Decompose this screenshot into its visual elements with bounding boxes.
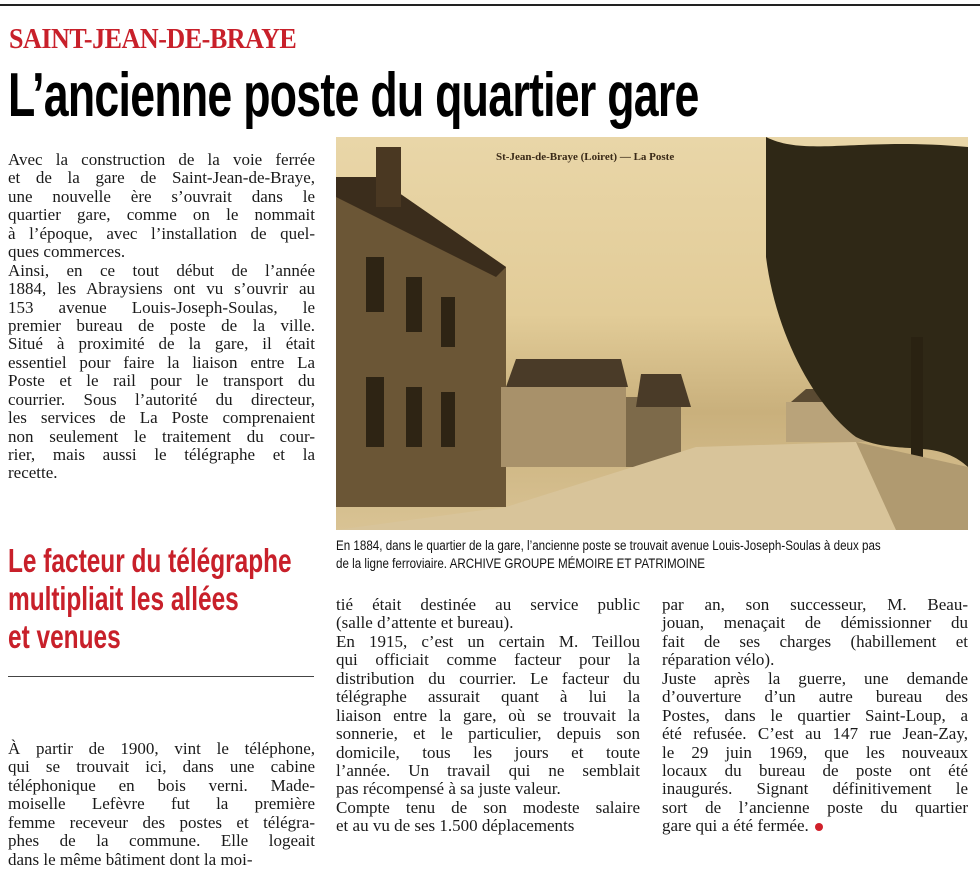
- text-line: Situé à proximité de la gare, il était: [8, 334, 315, 354]
- text-line: 1884, les Abraysiens ont vu s’ouvrir au: [8, 279, 315, 299]
- column-right: [662, 596, 968, 836]
- text-line: réparation vélo).: [662, 650, 775, 670]
- subheading-line: et venues: [8, 618, 121, 655]
- text-line: télégraphe assurait quant à lui la: [336, 687, 640, 707]
- text-line: d’ouverture d’un autre bureau des: [662, 687, 968, 707]
- text-line: sonnerie, et le particulier, depuis son: [336, 724, 640, 744]
- text-line: À partir de 1900, vint le téléphone,: [8, 739, 315, 758]
- text-line: inaugurés. Signant définitivement le: [662, 779, 968, 799]
- kicker-location: SAINT-JEAN-DE-BRAYE: [9, 24, 297, 55]
- text-line: Poste et le rail pour le transport du: [8, 371, 315, 391]
- text-line: rier, mais aussi le télégraphe et la: [8, 445, 315, 464]
- text-line: distribution du courrier. Le facteur du: [336, 668, 640, 688]
- text-line: l’année. Un travail qui ne semblait: [336, 760, 640, 780]
- postcard-illustration: [336, 137, 968, 530]
- column-left: [8, 740, 315, 869]
- photo-caption: [336, 537, 886, 573]
- text-line: premier bureau de poste de la ville.: [8, 315, 315, 335]
- text-line: et de la gare de Saint-Jean-de-Braye,: [8, 168, 315, 188]
- postcard-inscription: St-Jean-de-Braye (Loiret) — La Poste: [496, 151, 675, 163]
- column-intro: [8, 151, 315, 483]
- end-of-article-dot-icon: [815, 823, 823, 831]
- subheading: [8, 542, 292, 656]
- subheading-line: Le facteur du télégraphe: [8, 542, 292, 579]
- text-line: qui officiait comme facteur pour la: [336, 650, 640, 670]
- text-line: femme receveur des postes et télégra-: [8, 812, 315, 832]
- text-line: fait de ses charges (habillement et: [662, 631, 968, 651]
- text-line: courrier. Sous l’autorité du directeur,: [8, 389, 315, 409]
- text-line: Juste après la guerre, une demande: [662, 668, 968, 688]
- text-line: dans le même bâtiment dont la moi-: [8, 849, 253, 869]
- text-line: quartier gare, comme on le nommait: [8, 205, 315, 225]
- text-line: Ainsi, en ce tout début de l’année: [8, 260, 315, 280]
- text-line: et au vu de ses 1.500 déplacements: [336, 816, 575, 836]
- text-line: locaux du bureau de poste ont été: [662, 760, 968, 780]
- text-line: jouan, menaçait de démissionner du: [662, 613, 968, 633]
- text-line: qui se trouvait ici, dans une cabine: [8, 757, 315, 777]
- subheading-line: multipliait les allées: [8, 580, 239, 617]
- text-line: En 1915, c’est un certain M. Teillou: [336, 631, 640, 651]
- text-line: phes de la commune. Elle logeait: [8, 831, 315, 851]
- text-line: les services de La Poste comprenaient: [8, 408, 315, 428]
- text-line: Compte tenu de son modeste salaire: [336, 797, 640, 817]
- text-line: 153 avenue Louis-Joseph-Soulas, le: [8, 297, 315, 317]
- text-line: sort de l’ancienne poste du quartier: [662, 797, 968, 817]
- column-middle: [336, 596, 640, 836]
- text-line: domicile, tous les jours et toute: [336, 742, 640, 762]
- text-line: téléphonique en bois verni. Made-: [8, 775, 315, 795]
- text-line: moiselle Lefèvre fut la première: [8, 794, 315, 814]
- text-line: recette.: [8, 463, 58, 483]
- text-line: une nouvelle ère s’ouvrait dans le: [8, 186, 315, 206]
- text-line: été refusée. C’est au 147 rue Jean-Zay,: [662, 724, 968, 744]
- caption-line: En 1884, dans le quartier de la gare, l’ancienne poste se trouvait avenue Louis-Joseph-Soulas à deux pas: [336, 538, 881, 553]
- text-line: pas récompensé à sa juste valeur.: [336, 779, 561, 799]
- text-line: le 29 juin 1969, que les nouveaux: [662, 742, 968, 762]
- text-line: essentiel pour faire la liaison entre La: [8, 352, 315, 372]
- text-line: à l’époque, avec l’installation de quel-: [8, 223, 315, 243]
- text-line: Avec la construction de la voie ferrée: [8, 150, 315, 169]
- text-line: ques commerces.: [8, 242, 126, 262]
- headline: L’ancienne poste du quartier gare: [8, 61, 699, 130]
- subheading-rule: [8, 676, 314, 677]
- archive-photo: [336, 137, 968, 530]
- caption-line: de la ligne ferroviaire. ARCHIVE GROUPE MÉMOIRE ET PATRIMOINE: [336, 556, 706, 571]
- text-line: gare qui a été fermée.: [662, 817, 968, 835]
- text-line: liaison entre la gare, où se trouvait la: [336, 705, 640, 725]
- text-line: Postes, dans le quartier Saint-Loup, a: [662, 705, 968, 725]
- text-line: non seulement le traitement du cour-: [8, 426, 315, 446]
- text-line: par an, son successeur, M. Beau-: [662, 595, 968, 614]
- text-line: (salle d’attente et bureau).: [336, 613, 514, 633]
- text-line: tié était destinée au service public: [336, 595, 640, 614]
- top-rule: [0, 4, 980, 6]
